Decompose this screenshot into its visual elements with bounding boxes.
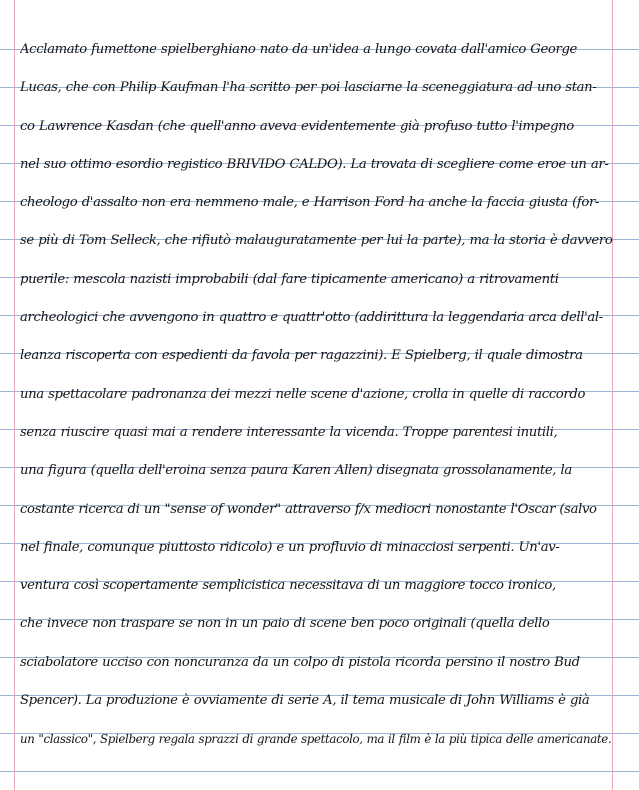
text-line: una figura (quella dell'eroina senza paura Karen Allen) disegnata grossolanamente, la [20, 463, 572, 479]
text-line: un "classico", Spielberg regala sprazzi di grande spettacolo, ma il film è la più tipica delle americanate. [20, 732, 612, 747]
text-line: leanza riscoperta con espedienti da favola per ragazzini). E Spielberg, il quale dimostra [20, 348, 583, 364]
handwritten-text [20, 40, 620, 768]
text-line: nel finale, comunque piuttosto ridicolo) e un profluvio di minacciosi serpenti. Un'av- [20, 539, 560, 555]
text-line: costante ricerca di un "sense of wonder" attraverso f/x mediocri nonostante l'Oscar (salvo [20, 501, 597, 517]
text-line: puerile: mescola nazisti improbabili (dal fare tipicamente americano) a ritrovamenti [20, 271, 559, 287]
text-line: una spettacolare padronanza dei mezzi nelle scene d'azione, crolla in quelle di raccordo [20, 386, 586, 402]
text-line: cheologo d'assalto non era nemmeno male, e Harrison Ford ha anche la faccia giusta (for- [20, 195, 600, 211]
text-line: senza riuscire quasi mai a rendere interessante la vicenda. Troppe parentesi inutili, [20, 424, 558, 440]
text-line: se più di Tom Selleck, che rifiutò malauguratamente per lui la parte), ma la storia è davvero [20, 233, 613, 249]
text-line: che invece non traspare se non in un paio di scene ben poco originali (quella dello [20, 616, 550, 632]
text-line: Lucas, che con Philip Kaufman l'ha scritto per poi lasciarne la sceneggiatura ad uno stan- [20, 80, 597, 96]
text-line: archeologici che avvengono in quattro e quattr'otto (addirittura la leggendaria arca dell'al- [20, 310, 603, 326]
text-line: ventura così scopertamente semplicistica necessitava di un maggiore tocco ironico, [20, 578, 556, 594]
text-line: nel suo ottimo esordio registico BRIVIDO CALDO). La trovata di scegliere come eroe un ar- [20, 156, 609, 172]
left-margin-line [14, 0, 15, 790]
text-line: Acclamato fumettone spielberghiano nato da un'idea a lungo covata dall'amico George [20, 42, 578, 57]
text-line: Spencer). La produzione è ovviamente di serie A, il tema musicale di John Williams è già [20, 693, 590, 709]
text-line: sciabolatore ucciso con noncuranza da un colpo di pistola ricorda persino il nostro Bud [20, 654, 580, 670]
text-line: co Lawrence Kasdan (che quell'anno aveva evidentemente già profuso tutto l'impegno [20, 118, 574, 134]
